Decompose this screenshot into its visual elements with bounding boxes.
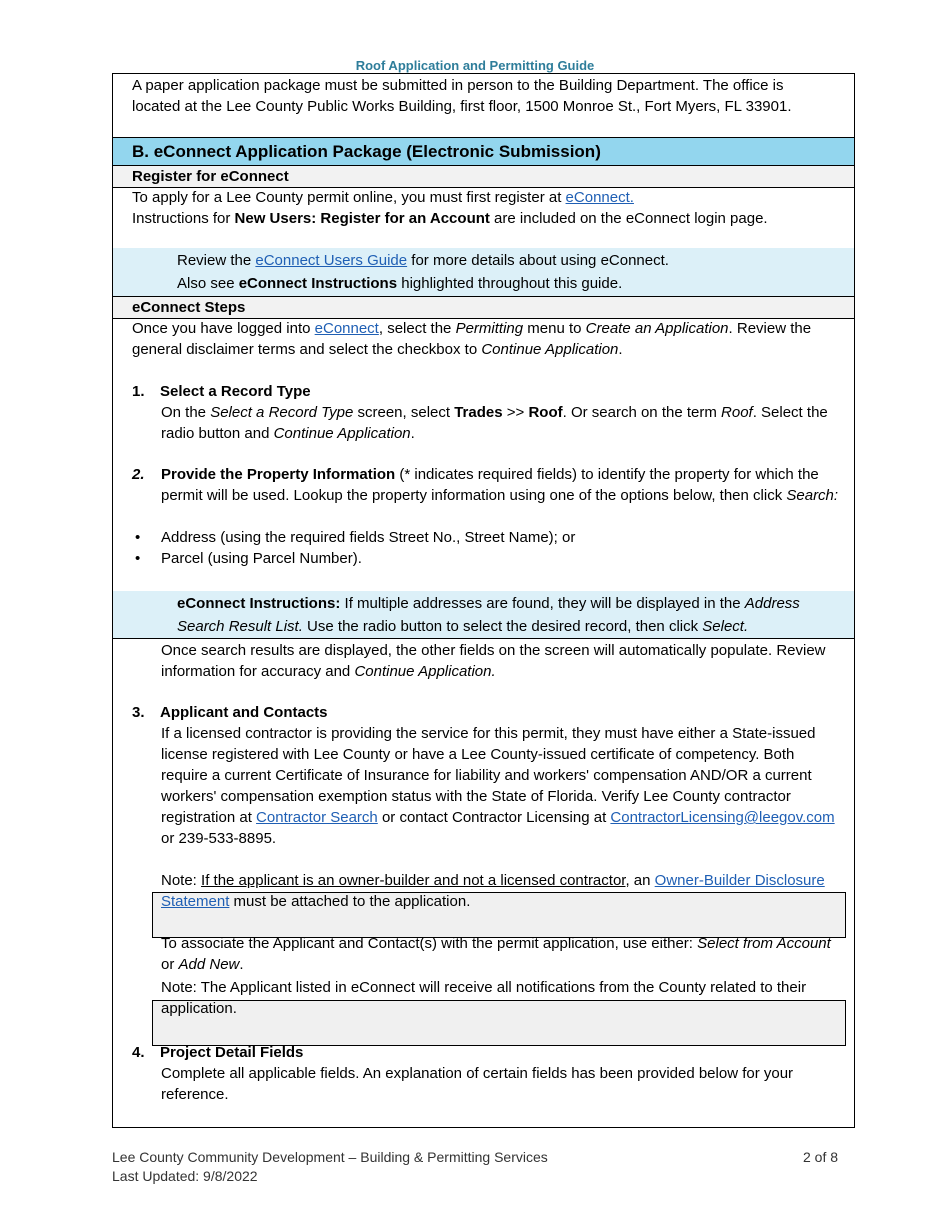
associate-contacts-text: To associate the Applicant and Contact(s) with the permit application, use either: Select from Account or Add New. bbox=[161, 935, 831, 973]
review-note-box bbox=[113, 248, 854, 296]
step-2-number: 2. bbox=[132, 466, 145, 483]
content-table bbox=[112, 73, 855, 1128]
applicant-notification-note: Note: The Applicant listed in eConnect will receive all notifications from the County related to their application. bbox=[161, 979, 807, 1017]
register-text bbox=[113, 187, 854, 229]
list-item: • Address (using the required fields Street No., Street Name); or bbox=[135, 529, 576, 546]
review-note-bold: eConnect Instructions bbox=[238, 275, 398, 292]
contractor-search-link[interactable]: Contractor Search bbox=[256, 809, 378, 826]
bullet-icon: • bbox=[135, 529, 141, 546]
step-2-body: Provide the Property Information (* indicates required fields) to identify the property for which the permit will be used. Lookup the property information using one of the options below, then click Search: bbox=[161, 466, 839, 504]
bullet-icon: • bbox=[135, 550, 141, 567]
list-item: • Parcel (using Parcel Number). bbox=[135, 550, 362, 567]
after-search-text: Once search results are displayed, the other fields on the screen will automatically populate. Review information for accuracy and Continue Application. bbox=[161, 642, 826, 680]
owner-builder-disclosure-link[interactable]: Owner-Builder Disclosure Statement bbox=[161, 872, 825, 910]
econnect-users-guide-link[interactable]: eConnect Users Guide bbox=[255, 252, 408, 269]
register-text-part: are included on the eConnect login page. bbox=[489, 210, 768, 227]
register-text-part: Instructions for bbox=[132, 210, 235, 227]
register-text-part: To apply for a Lee County permit online, you must first register at bbox=[132, 189, 566, 206]
register-text-bold: New Users: Register for an Account bbox=[234, 210, 490, 227]
econnect-instructions-box: eConnect Instructions: If multiple addresses are found, they will be displayed in the Address Search Result List. Use the radio button to select the desired record, then click Select. bbox=[113, 591, 854, 639]
step-4-body: Complete all applicable fields. An explanation of certain fields has been provided below for your reference. bbox=[161, 1065, 794, 1103]
paper-submission-text: A paper application package must be submitted in person to the Building Department. The office is located at the Lee County Public Works Building, first floor, 1500 Monroe St., Fort Myers, FL 33901. bbox=[132, 77, 792, 115]
step-2-title: Provide the Property Information bbox=[161, 466, 396, 483]
econnect-register-link[interactable]: eConnect. bbox=[565, 189, 634, 206]
econnect-steps-heading: eConnect Steps bbox=[113, 296, 854, 319]
step-1-body: On the Select a Record Type screen, select Trades >> Roof. Or search on the term Roof. Select the radio button and Continue Application. bbox=[161, 404, 828, 442]
footer-org: Lee County Community Development – Building & Permitting Services bbox=[112, 1149, 548, 1165]
step-2-bullets bbox=[133, 527, 813, 569]
step-3-title: 3. Applicant and Contacts bbox=[132, 704, 328, 721]
page-number: 2 of 8 bbox=[803, 1149, 839, 1165]
register-heading: Register for eConnect bbox=[113, 165, 854, 188]
econnect-login-link[interactable]: eConnect bbox=[314, 320, 379, 337]
section-b-title: B. eConnect Application Package (Electronic Submission) bbox=[113, 137, 854, 166]
review-note-part: highlighted throughout this guide. bbox=[397, 275, 623, 292]
step-1-title bbox=[132, 381, 311, 402]
step-number: 1. bbox=[132, 383, 145, 400]
step-3-body: If a licensed contractor is providing the service for this permit, they must have either a State-issued license registered with Lee County or have a Lee County-issued certificate of competency. Both require a current Certificate of Insurance for liability and workers' compensation AND/OR a current workers' compensation exemption status with the State of Florida. Verify Lee County contractor registration at Contractor Search or contact Contractor Licensing at ContractorLicensing@leegov.com or 239-533-8895. bbox=[161, 725, 835, 847]
step-4-title: 4. Project Detail Fields bbox=[132, 1044, 304, 1061]
contractor-licensing-email-link[interactable]: ContractorLicensing@leegov.com bbox=[610, 809, 835, 826]
review-note-part: for more details about using eConnect. bbox=[407, 252, 669, 269]
review-note-part: Also see bbox=[177, 275, 239, 292]
step-title-text: Select a Record Type bbox=[160, 383, 311, 400]
running-title: Roof Application and Permitting Guide bbox=[355, 58, 595, 73]
footer-updated: Last Updated: 9/8/2022 bbox=[112, 1168, 258, 1184]
steps-intro-text: Once you have logged into eConnect, select the Permitting menu to Create an Application. Review the general disclaimer terms and select the checkbox to Continue Application. bbox=[132, 320, 812, 358]
owner-builder-note: Note: If the applicant is an owner-builder and not a licensed contractor, an Owner-Builder Disclosure Statement must be attached to the application. bbox=[161, 872, 825, 910]
review-note-part: Review the bbox=[177, 252, 256, 269]
